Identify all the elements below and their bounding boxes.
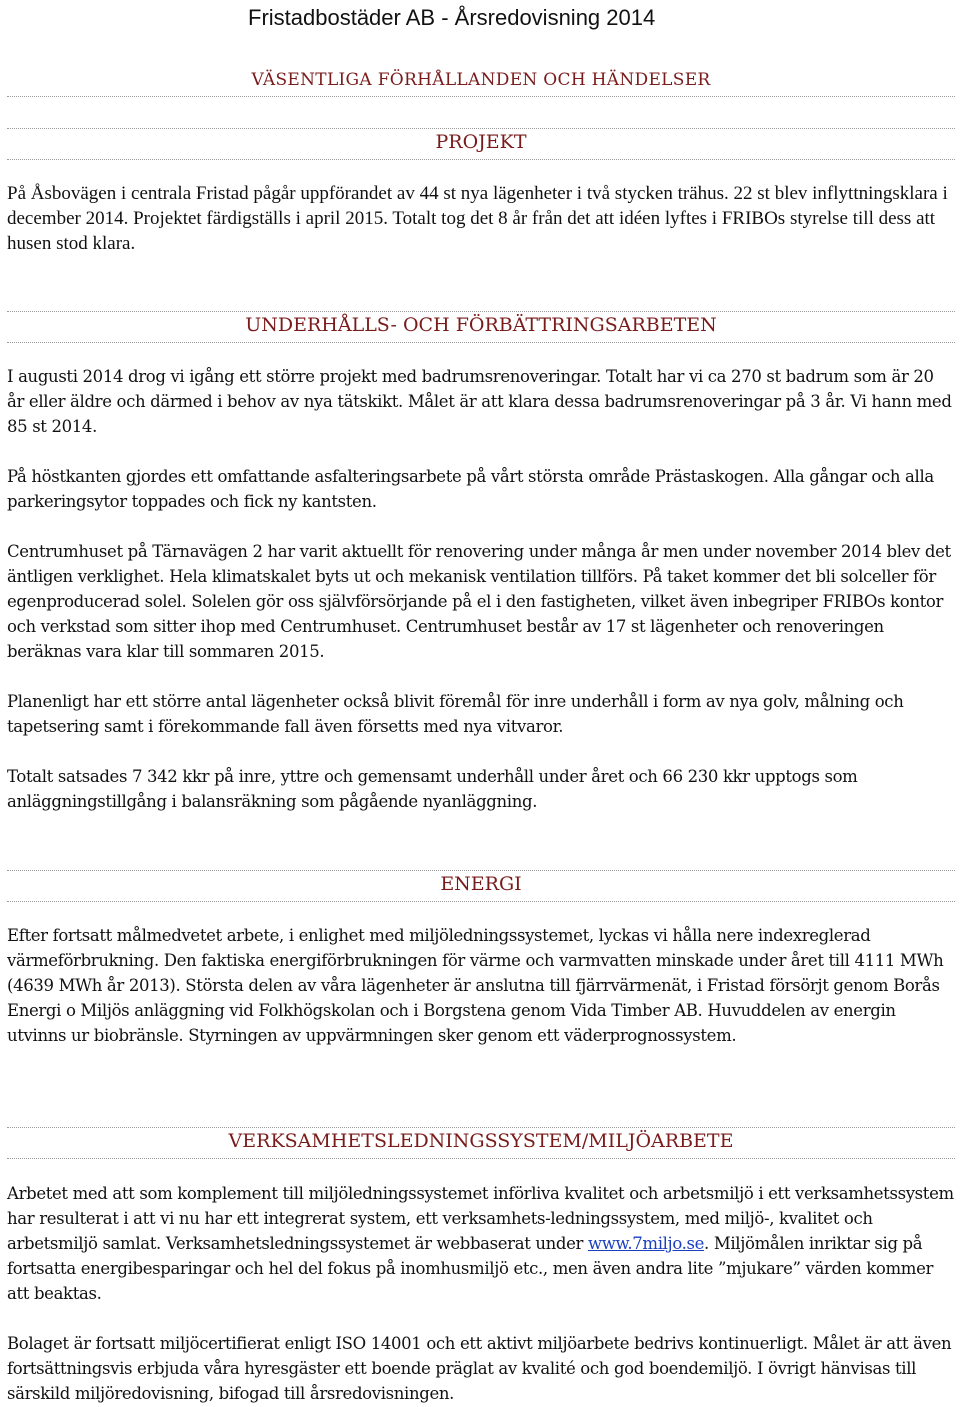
paragraph-energi: Efter fortsatt målmedvetet arbete, i enlighet med miljöledningssystemet, lyckas vi hålla nere indexreglerad värmeförbrukning. Den faktiska energiförbrukningen för värme och varmvatten minskade under året till 4111 MWh (4639 MWh år 2013). Största delen av våra lägenheter är anslutna till fjärrvärmenät, i Fristad försörjt genom Borås Energi o Miljös anläggning vid Folkhögskolan och i Borgstena genom Vida Timber AB. Huvuddelen av energin utvinns ur biobränsle. Styrningen av uppvärmningen sker genom ett väderprognossystem. <box>7 926 944 1045</box>
divider-energi-top <box>7 870 955 871</box>
paragraph-asfalt: På höstkanten gjordes ett omfattande asfalteringsarbete på vårt största område Prästaskogen. Alla gångar och alla parkeringsytor toppades och fick ny kantsten. <box>7 467 934 511</box>
section-heading-energi: ENERGI <box>440 873 522 895</box>
divider-verksamhet-top <box>7 1127 955 1128</box>
paragraph-miljocertifiering: Bolaget är fortsatt miljöcertifierat enligt ISO 14001 och ett aktivt miljöarbete bedrivs kontinuerligt. Målet är att även fortsättningsvis erbjuda våra hyresgäster ett boende präglat av kvalité och god boendemiljö. I övrigt hänvisas till särskild miljöredovisning, bifogad till årsredovisningen. <box>7 1334 952 1403</box>
document-title: Fristadbostäder AB - Årsredovisning 2014 <box>248 5 656 30</box>
document-page <box>7 0 955 1407</box>
verksamhet-text-after-link: . Miljömålen inriktar sig på fortsatta energibesparingar och hel del fokus på inomhusmiljö etc., men även andra lite ”mjukare” värden kommer att beaktas. <box>7 1234 934 1303</box>
paragraph-lagenheter: Planenligt har ett större antal lägenheter också blivit föremål för inre underhåll i form av nya golv, målning och tapetsering samt i förekommande fall även försetts med nya vitvaror. <box>7 692 904 736</box>
paragraph-satsningar: Totalt satsades 7 342 kkr på inre, yttre och gemensamt underhåll under året och 66 230 kkr upptogs som anläggningstillgång i balansräkning som pågående nyanläggning. <box>7 767 858 811</box>
section-heading-underhall: UNDERHÅLLS- OCH FÖRBÄTTRINGSARBETEN <box>245 314 717 336</box>
divider-main <box>7 96 955 97</box>
divider-projekt-bottom <box>7 159 955 160</box>
link-7miljo[interactable]: www.7miljo.se <box>588 1234 705 1253</box>
section-heading-projekt: PROJEKT <box>435 131 527 153</box>
divider-energi-bottom <box>7 901 955 902</box>
paragraph-centrumhuset: Centrumhuset på Tärnavägen 2 har varit aktuellt för renovering under många år men under november 2014 blev det äntligen verklighet. Hela klimatskalet byts ut och mekanisk ventilation tillförs. På taket kommer det bli solceller för egenproducerad solel. Solelen gör oss självförsörjande på el i den fastigheten, vilket även inbegriper FRIBOs kontor och verkstad som sitter ihop med Centrumhuset. Centrumhuset består av 17 st lägenheter och renoveringen beräknas vara klar till sommaren 2015. <box>7 542 951 661</box>
main-heading: VÄSENTLIGA FÖRHÅLLANDEN OCH HÄNDELSER <box>251 70 711 90</box>
divider-underhall-bottom <box>7 342 955 343</box>
divider-underhall-top <box>7 311 955 312</box>
paragraph-projekt: På Åsbovägen i centrala Fristad pågår uppförandet av 44 st nya lägenheter i två stycken trähus. 22 st blev inflyttningsklara i december 2014. Projektet färdigställs i april 2015. Totalt tog det 8 år från det att idéen lyftes i FRIBOs styrelse till dess att husen stod klara. <box>7 183 948 254</box>
paragraph-verksamhetssystem <box>7 1181 955 1306</box>
verksamhet-text-before-link: Arbetet med att som komplement till miljöledningssystemet införliva kvalitet och arbetsmiljö i ett verksamhetssystem har resulterat i att vi nu har ett integrerat system, ett verksamhets-ledningssystem, med miljö-, kvalitet och arbetsmiljö samlat. Verksamhetsledningssystemet är webbaserat under <box>7 1184 954 1253</box>
paragraph-badrum: I augusti 2014 drog vi igång ett större projekt med badrumsrenoveringar. Totalt har vi ca 270 st badrum som är 20 år eller äldre och därmed i behov av nya tätskikt. Målet är att klara dessa badrumsrenoveringar på 3 år. Vi hann med 85 st 2014. <box>7 367 952 436</box>
section-heading-verksamhet: VERKSAMHETSLEDNINGSSYSTEM/MILJÖARBETE <box>228 1130 734 1152</box>
divider-verksamhet-bottom <box>7 1158 955 1159</box>
divider-projekt-top <box>7 128 955 129</box>
